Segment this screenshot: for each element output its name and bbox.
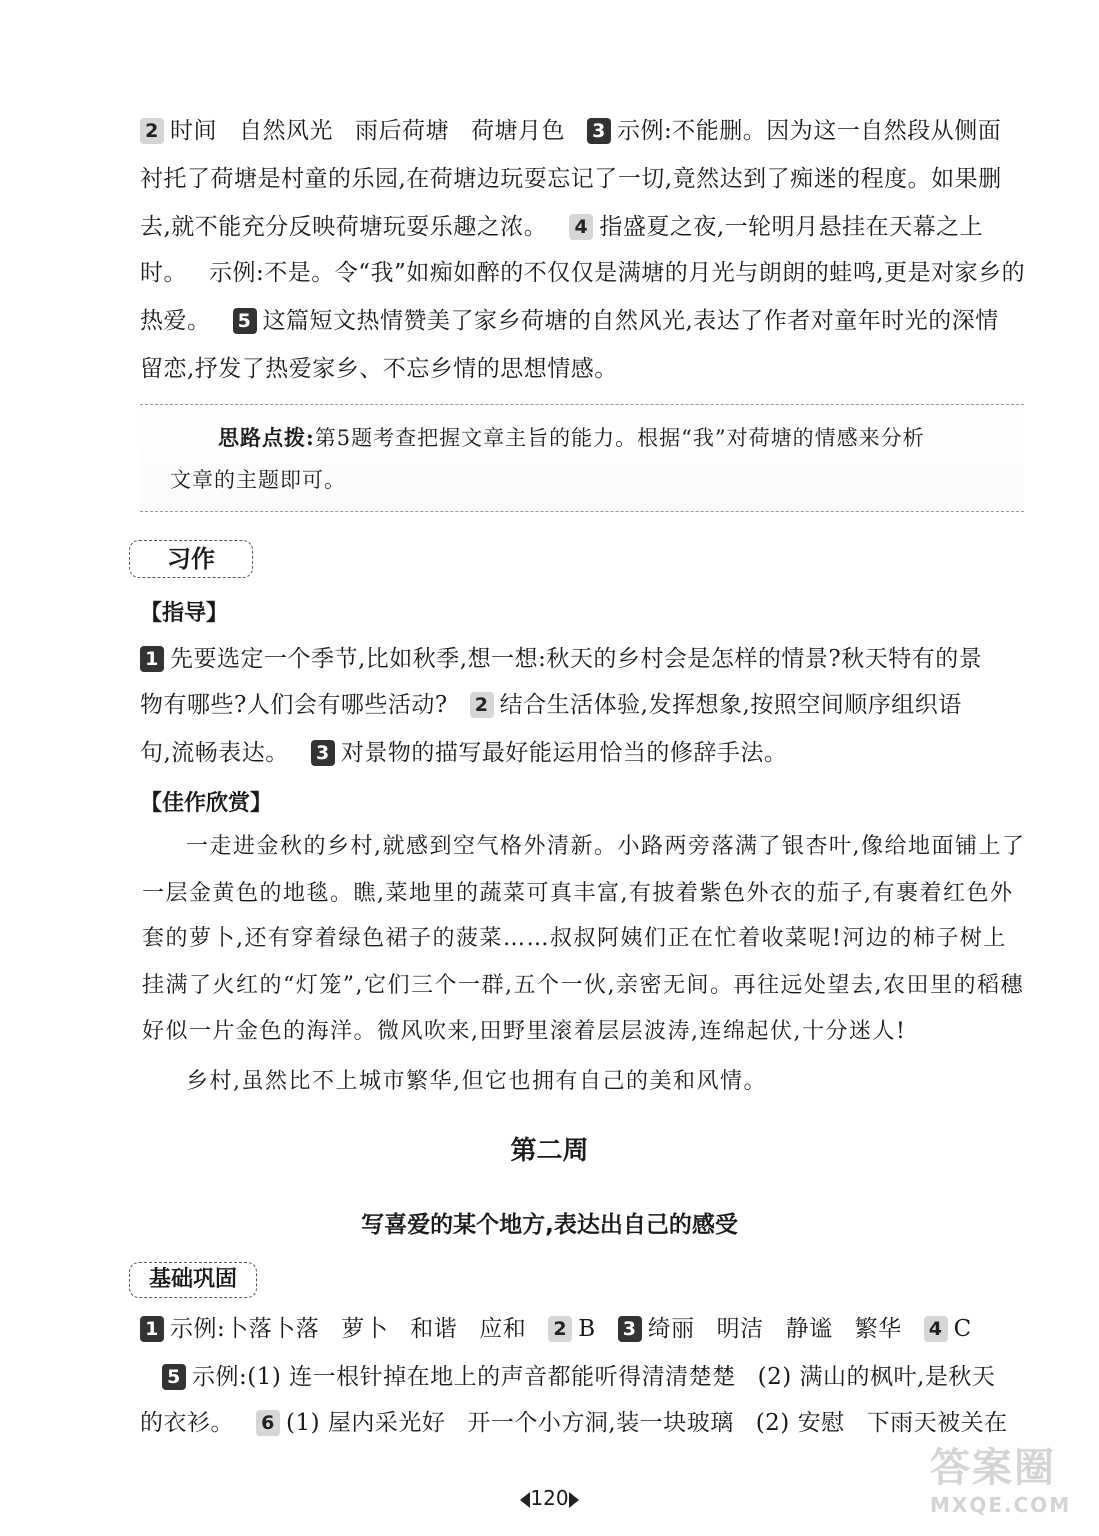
guide-line-2: 物有哪些?人们会有哪些活动? 2 结合生活体验,发挥想象,按照空间顺序组织语 [140,692,962,718]
tip-text: 思路点拨:第5题考查把握文章主旨的能力。根据“我”对荷塘的情感来分析 文章的主题即可。 [170,425,925,492]
essay-line: 套的萝卜,还有穿着绿色裙子的菠菜……叔叔阿姨们正在忙着收菜呢!河边的柿子树上 [142,926,1007,951]
week-subtitle: 写喜爱的某个地方,表达出自己的感受 [361,1212,738,1238]
week-title: 第二周 [510,1136,589,1166]
tip-label: 思路点拨: [218,425,315,450]
essay-line: 好似一片金色的海洋。微风吹来,田野里滚着层层波涛,连绵起伏,十分迷人! [142,1019,907,1044]
question-number-badge: 4 [569,214,593,240]
guide-line-3: 句,流畅表达。 3 对景物的描写最好能运用恰当的修辞手法。 [140,740,788,766]
essay-line: 乡村,虽然比不上城市繁华,但它也拥有自己的美和风情。 [186,1069,767,1094]
question-number-badge: 4 [924,1316,948,1342]
section-title-basics: 基础巩固 [129,1262,257,1298]
page-number: 120 [0,1486,1099,1510]
question-number-badge: 3 [311,740,335,766]
basics-line-1: 1 示例:卜落卜落 萝卜 和谐 应和 2 B 3 绮丽 明洁 静谧 繁华 4 C [140,1306,1030,1352]
essay-line: 挂满了火红的“灯笼”,它们三个一群,五个一伙,亲密无间。再往远处望去,农田里的稻穗 [142,973,1024,998]
question-number-badge: 3 [587,118,611,144]
answer-line-3: 去,就不能充分反映荷塘玩耍乐趣之浓。 4 指盛夏之夜,一轮明月悬挂在天幕之上 [140,214,984,240]
question-number-badge: 2 [548,1316,572,1342]
question-number-badge: 3 [618,1316,642,1342]
watermark-logo: 答案圈 MXQE.COM [930,1445,1072,1517]
question-number-badge: 2 [140,118,164,144]
answer-line-4: 时。 示例:不是。令“我”如痴如醉的不仅仅是满塘的月光与朗朗的蛙鸣,更是对家乡的 [140,260,1026,286]
section-title-writing: 习作 [129,540,253,578]
question-number-badge: 1 [140,1316,164,1342]
question-number-badge: 6 [256,1410,280,1436]
question-number-badge: 5 [233,308,257,334]
essay-line: 一层金黄色的地毯。瞧,菜地里的蔬菜可真丰富,有披着紫色外衣的茄子,有裹着红色外 [142,881,1014,906]
answer-line-6: 留恋,抒发了热爱家乡、不忘乡情的思想情感。 [140,356,618,382]
triangle-right-icon [569,1492,579,1508]
guide-line-1: 1 先要选定一个季节,比如秋季,想一想:秋天的乡村会是怎样的情景?秋天特有的景 [140,636,1030,682]
basics-line-2: 5 示例:(1) 连一根针掉在地上的声音都能听得清清楚楚 (2) 满山的枫叶,是秋天 [162,1354,1030,1400]
essay-label: 【佳作欣赏】 [140,791,273,816]
question-number-badge: 2 [470,692,494,718]
answer-line-1: 2 时间 自然风光 雨后荷塘 荷塘月色 3 示例:不能删。因为这一自然段从侧面 [140,108,1030,154]
question-number-badge: 5 [162,1364,186,1390]
essay-line: 一走进金秋的乡村,就感到空气格外清新。小路两旁落满了银杏叶,像给地面铺上了 [186,834,1026,859]
basics-line-3: 的衣衫。 6 (1) 屋内采光好 开一个小方洞,装一块玻璃 (2) 安慰 下雨天被关在 [140,1410,1008,1436]
triangle-left-icon [520,1492,530,1508]
answer-line-5: 热爱。 5 这篇短文热情赞美了家乡荷塘的自然风光,表达了作者对童年时光的深情 [140,308,999,334]
guide-label: 【指导】 [140,601,229,626]
answer-line-2: 衬托了荷塘是村童的乐园,在荷塘边玩耍忘记了一切,竟然达到了痴迷的程度。如果删 [140,166,1002,192]
question-number-badge: 1 [140,646,164,672]
tip-box [140,404,1024,512]
